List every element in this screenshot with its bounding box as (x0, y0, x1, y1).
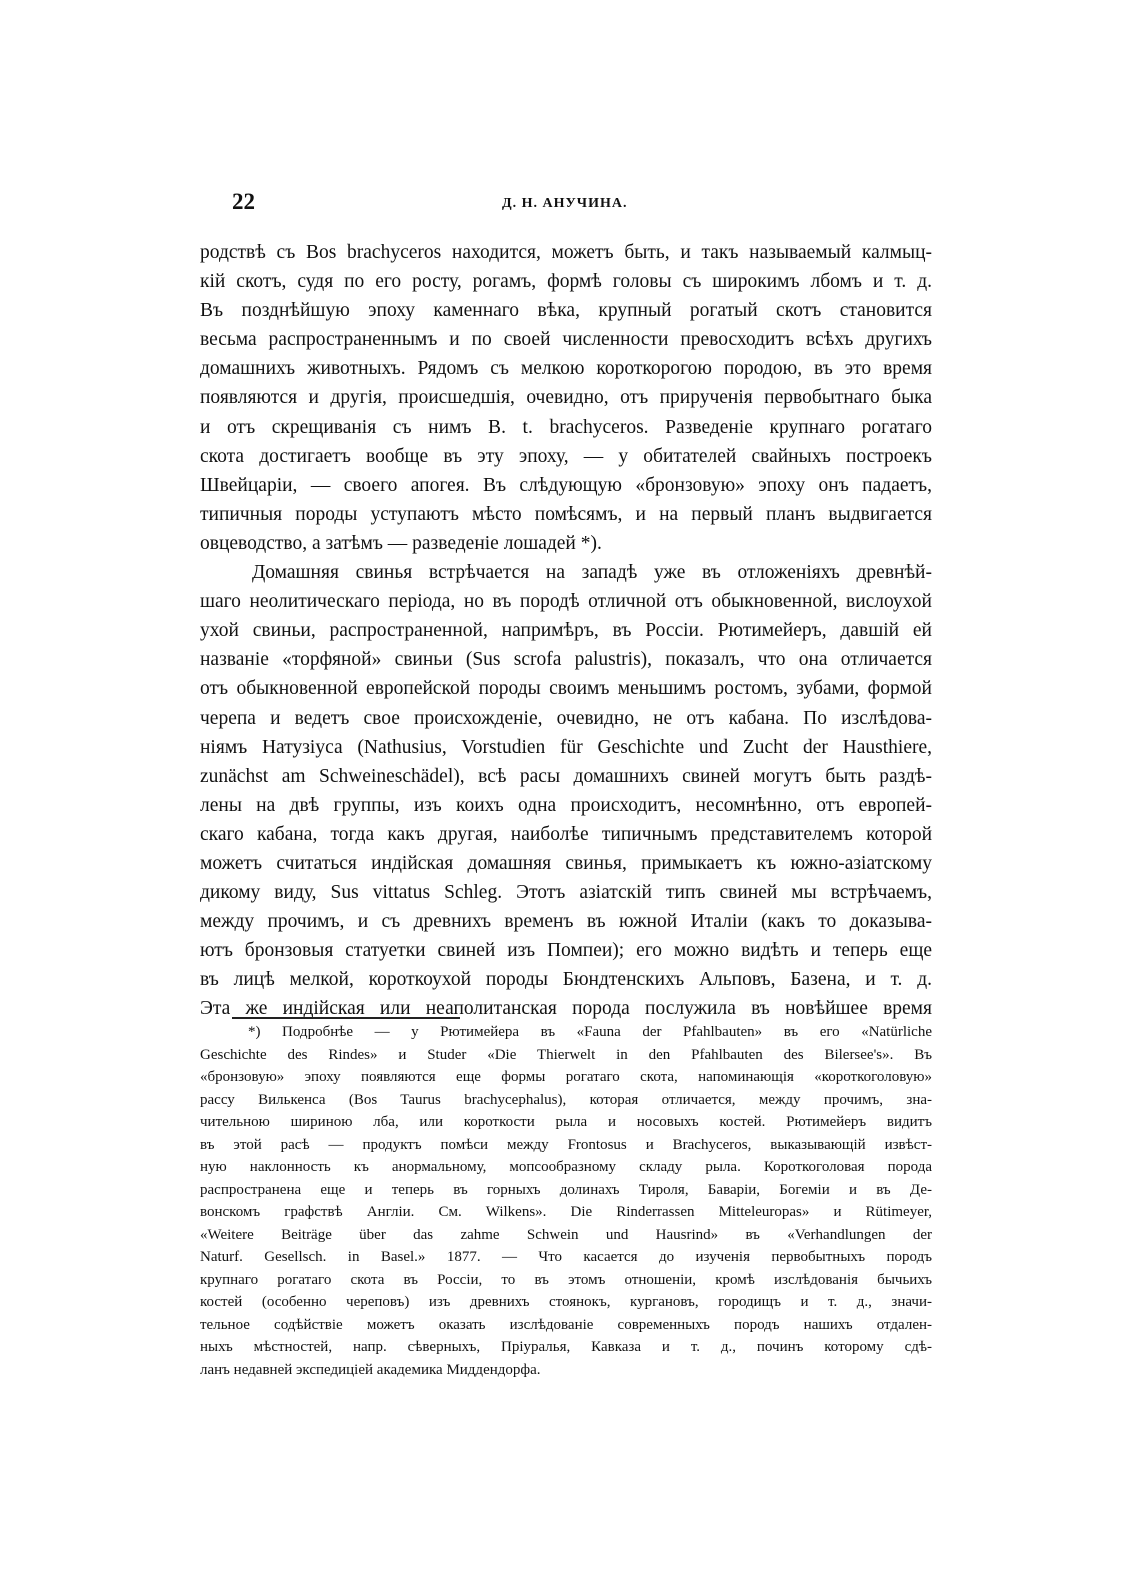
footnote (200, 1021, 932, 1381)
footnote-line: въ этой расѣ — продуктъ помѣси между Frontosus и Brachyceros, выказывающій извѣст- (200, 1136, 932, 1153)
text-line: шаго неолитическаго періода, но въ породѣ отличной отъ обыкновенной, вислоухой (200, 591, 932, 613)
footnote-line: распространена еще и теперь въ горныхъ долинахъ Тироля, Баваріи, Богеміи и въ Де- (200, 1181, 932, 1198)
text-line: ніямъ Натузіуса (Nathusius, Vorstudien für Geschichte und Zucht der Hausthiere, (200, 736, 932, 758)
text-line: кій скотъ, судя по его росту, рогамъ, формѣ головы съ широкимъ лбомъ и т. д. (200, 271, 932, 293)
text-line: Въ позднѣйшую эпоху каменнаго вѣка, крупный рогатый скотъ становится (200, 300, 932, 322)
text-line: черепа и ведетъ свое происхожденіе, очевидно, не отъ кабана. По изслѣдова- (200, 707, 932, 729)
text-line: ухой свиньи, распространенной, напримѣръ, въ Россіи. Рютимейеръ, давшій ей (200, 620, 932, 642)
text-line: весьма распространеннымъ и по своей численности превосходитъ всѣхъ другихъ (200, 329, 932, 351)
text-line: отъ обыкновенной европейской породы своимъ меньшимъ ростомъ, зубами, формой (200, 678, 932, 700)
footnote-line: крупнаго рогатаго скота въ Россіи, то въ этомъ отношеніи, кромѣ изслѣдованія бычьихъ (200, 1271, 932, 1288)
footnote-line: «бронзовую» эпоху появляются еще формы рогатаго скота, напоминающія «короткоголовую» (200, 1069, 932, 1085)
text-line: скаго кабана, тогда какъ другая, наиболѣе типичнымъ представителемъ которой (200, 823, 932, 845)
footnote-line: Naturf. Gesellsch. in Basel.» 1877. — Что касается до изученія первобытныхъ породъ (200, 1249, 932, 1265)
page-number: 22 (232, 189, 255, 214)
footnote-line: рассу Вилькенса (Bos Taurus brachycephalus), которая отличается, между прочимъ, зна- (200, 1091, 932, 1108)
footnote-line: Geschichte des Rindes» и Studer «Die Thierwelt in den Pfahlbauten des Bilersee's». Въ (200, 1046, 932, 1063)
text-line: скота достигаетъ вообще въ эту эпоху, — у обитателей свайныхъ построекъ (200, 445, 932, 467)
footnote-line: «Weitere Beiträge über das zahme Schwein und Hausrind» въ «Verhandlungen der (200, 1226, 932, 1243)
text-line: zunächst am Schweineschädel), всѣ расы домашнихъ свиней могутъ быть раздѣ- (200, 765, 932, 787)
text-line: между прочимъ, и съ древнихъ временъ въ южной Италіи (какъ то доказыва- (200, 911, 932, 933)
text-line: Швейцаріи, — своего апогея. Въ слѣдующую «бронзовую» эпоху онъ падаетъ, (200, 474, 932, 496)
text-line: въ лицѣ мелкой, короткоухой породы Бюндтенскихъ Альповъ, Базена, и т. д. (200, 969, 932, 991)
text-line: родствѣ съ Bos brachyceros находится, можетъ быть, и такъ называемый калмыц- (200, 242, 932, 263)
footnote-line: ныхъ мѣстностей, напр. сѣверныхъ, Пріуралья, Кавказа и т. д., починъ которому сдѣ- (200, 1339, 932, 1355)
text-line: типичныя породы уступаютъ мѣсто помѣсямъ, и на первый планъ выдвигается (200, 503, 932, 525)
text-line: домашнихъ животныхъ. Рядомъ съ мелкою короткорогою породою, въ это время (200, 358, 932, 380)
running-head: Д. Н. АНУЧИНА. (502, 196, 628, 211)
text-line: овцеводство, а затѣмъ — разведеніе лошадей *). (200, 532, 602, 554)
text-line: Домашняя свинья встрѣчается на западѣ уже въ отложеніяхъ древнѣй- (252, 562, 932, 584)
text-line: названіе «торфяной» свиньи (Sus scrofa palustris), показалъ, что она отличается (200, 649, 932, 671)
footnote-line: *) Подробнѣе — у Рютимейера въ «Fauna der Pfahlbauten» въ его «Natürliche (248, 1024, 932, 1040)
footnote-line: тельное содѣйствіе можетъ оказать изслѣдованіе современныхъ породъ нашихъ отдален- (200, 1316, 932, 1333)
text-line: дикому виду, Sus vittatus Schleg. Этотъ азіатскій типъ свиней мы встрѣчаемъ, (200, 882, 932, 904)
footnote-line: вонскомъ графствѣ Англіи. См. Wilkens». Die Rinderrassen Mitteleuropas» и Rütimeyer, (200, 1204, 932, 1220)
footnote-line: костей (особенно череповъ) изъ древнихъ стоянокъ, кургановъ, городищъ и т. д., значи- (200, 1294, 932, 1310)
text-line: можетъ считаться индійская домашняя свинья, примыкаетъ къ южно-азіатскому (200, 852, 932, 874)
footnote-line: ную наклонность къ анормальному, мопсообразному складу рыла. Короткоголовая порода (200, 1159, 932, 1175)
main-text (200, 238, 932, 1024)
footnote-divider (232, 1017, 460, 1019)
text-line: появляются и другія, происшедшія, очевидно, отъ прирученія первобытнаго быка (200, 387, 932, 409)
footnote-line: чительною шириною лба, или короткости рыла и носовыхъ костей. Рютимейеръ видитъ (200, 1114, 932, 1130)
page-header (232, 189, 932, 219)
text-line: ютъ бронзовыя статуетки свиней изъ Помпеи); его можно видѣть и теперь еще (200, 940, 932, 962)
footnote-line: ланъ недавней экспедиціей академика Миддендорфа. (200, 1361, 541, 1378)
text-line: лены на двѣ группы, изъ коихъ одна происходитъ, несомнѣнно, отъ европей- (200, 794, 932, 816)
text-line: и отъ скрещиванія съ нимъ B. t. brachyceros. Разведеніе крупнаго рогатаго (200, 416, 932, 438)
text-line: Эта же индійская или неаполитанская порода послужила въ новѣйшее время (200, 998, 932, 1020)
